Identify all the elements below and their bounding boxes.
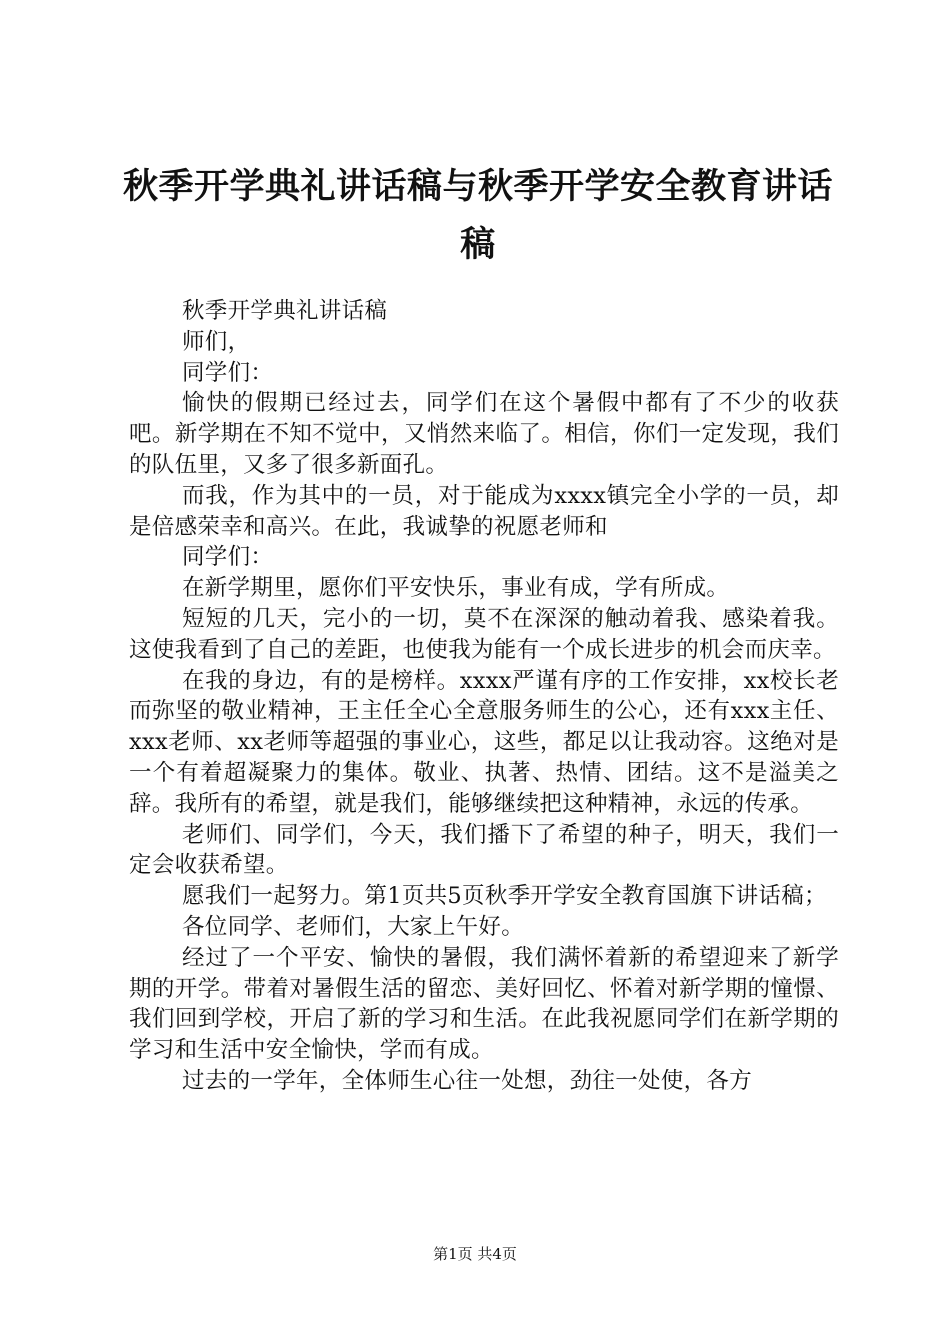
paragraph: 短短的几天，完小的一切，莫不在深深的触动着我、感染着我。这使我看到了自己的差距，也使我为能有一个成长进步的机会而庆幸。 xyxy=(129,605,839,663)
paragraph: 师们， xyxy=(182,328,251,355)
document-title: 秋季开学典礼讲话稿与秋季开学安全教育讲话稿 xyxy=(122,167,833,265)
paragraph: 同学们： xyxy=(182,359,274,386)
paragraph: 同学们： xyxy=(182,544,274,571)
paragraph: 在新学期里，愿你们平安快乐，事业有成，学有所成。 xyxy=(182,575,730,602)
paragraph: 各位同学、老师们，大家上午好。 xyxy=(182,913,525,940)
paragraph: 而我，作为其中的一员，对于能成为xxxx镇完全小学的一员，却是倍感荣幸和高兴。在此，我诚挚的祝愿老师和 xyxy=(129,482,839,540)
paragraph: 愿我们一起努力。第1页共5页秋季开学安全教育国旗下讲话稿； xyxy=(182,883,827,910)
paragraph: 过去的一学年，全体师生心往一处想，劲往一处使，各方 xyxy=(182,1067,753,1094)
paragraph: 在我的身边，有的是榜样。xxxx严谨有序的工作安排，xx校长老而弥坚的敬业精神，王主任全心全意服务师生的公心，还有xxx主任、xxx老师、xx老师等超强的事业心，这些，都足以让我动容。这绝对是一个有着超凝聚力的集体。敬业、执著、热情、团结。这不是溢美之辞。我所有的希望，就是我们，能够继续把这种精神，永远的传承。 xyxy=(129,667,839,817)
page-footer: 第1页 共4页 xyxy=(433,1245,517,1263)
paragraph: 愉快的假期已经过去，同学们在这个暑假中都有了不少的收获吧。新学期在不知不觉中，又悄然来临了。相信，你们一定发现，我们的队伍里，又多了很多新面孔。 xyxy=(129,390,839,478)
paragraph: 经过了一个平安、愉快的暑假，我们满怀着新的希望迎来了新学期的开学。带着对暑假生活的留恋、美好回忆、怀着对新学期的憧憬、我们回到学校，开启了新的学习和生活。在此我祝愿同学们在新学期的学习和生活中安全愉快，学而有成。 xyxy=(129,944,839,1064)
paragraph: 老师们、同学们，今天，我们播下了希望的种子，明天，我们一定会收获希望。 xyxy=(129,821,839,879)
paragraph: 秋季开学典礼讲话稿 xyxy=(182,298,388,324)
document-body xyxy=(129,296,839,1097)
